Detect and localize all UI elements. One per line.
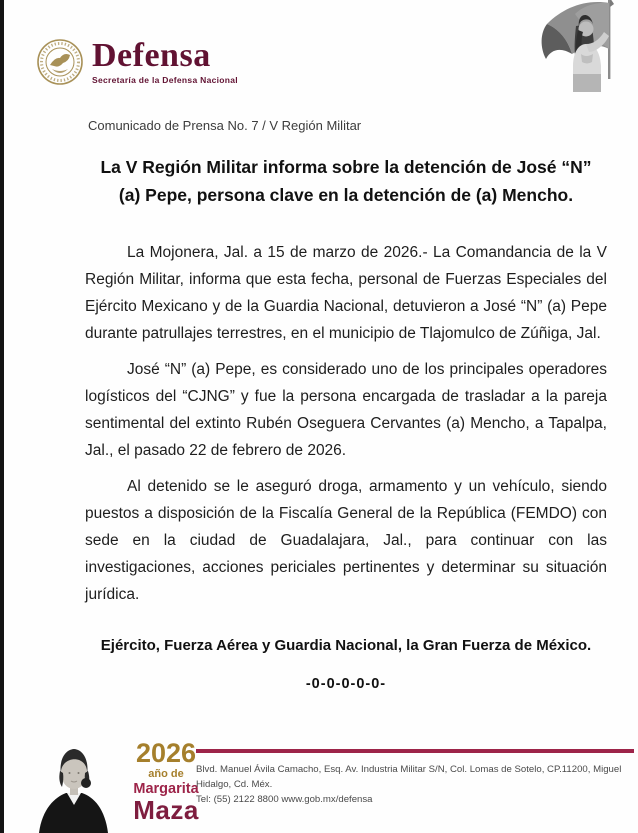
scan-edge-artifact	[0, 0, 4, 833]
title-line-1: La V Región Militar informa sobre la detención de José “N”	[100, 157, 592, 177]
emblem-first-name: Margarita	[133, 780, 199, 797]
paragraph-1: La Mojonera, Jal. a 15 de marzo de 2026.- La Comandancia de la V Región Militar, informa que esta fecha, personal de Fuerzas Especiales del Ejército Mexicano y de la Guardia Nacional, detuvieron a José “N” (a) Pepe durante patrullajes terrestres, en el municipio de Tlajomulco de Zúñiga, Jal.	[85, 244, 607, 342]
end-separator: -0-0-0-0-0-	[305, 676, 387, 692]
document-footer	[0, 731, 638, 833]
defensa-wordmark: Defensa	[92, 37, 211, 74]
woman-with-flag-icon	[537, 0, 632, 100]
emblem-year-label: año de	[148, 767, 184, 780]
document-body	[85, 239, 607, 692]
document-title	[85, 153, 607, 209]
brand-text	[92, 39, 238, 85]
eagle-seal-icon	[36, 38, 84, 86]
footer-contact-block	[196, 749, 634, 807]
press-release-number: Comunicado de Prensa No. 7 / V Región Militar	[88, 118, 362, 133]
document-header	[0, 0, 638, 100]
emblem-year: 2026	[135, 737, 197, 768]
paragraph-3: Al detenido se le aseguró droga, armamento y un vehículo, siendo puestos a disposición de la Fiscalía General de la República (FEMDO) con sede en la ciudad de Guadalajara, Jal., para continuar con las investigaciones, acciones periciales pertinentes y determinar su situación jurídica.	[85, 478, 607, 603]
closing-motto: Ejército, Fuerza Aérea y Guardia Nacional, la Gran Fuerza de México.	[100, 637, 592, 654]
footer-phone-web: Tel: (55) 2122 8800 www.gob.mx/defensa	[196, 794, 373, 805]
footer-address: Blvd. Manuel Ávila Camacho, Esq. Av. Industria Militar S/N, Col. Lomas de Sotelo, CP.11200, Miguel Hidalgo, Cd. Méx.	[196, 764, 622, 790]
paragraph-2: José “N” (a) Pepe, es considerado uno de los principales operadores logísticos del “CJNG” y fue la persona encargada de trasladar a la pareja sentimental del extinto Rubén Oseguera Cervantes (a) Mencho, a Tapalpa, Jal., el pasado 22 de febrero de 2026.	[85, 361, 607, 459]
title-line-2: (a) Pepe, persona clave en la detención de (a) Mencho.	[118, 185, 574, 205]
defensa-tagline: Secretaría de la Defensa Nacional	[92, 75, 238, 85]
footer-accent-rule	[196, 749, 634, 753]
margarita-maza-portrait-icon	[33, 737, 115, 833]
emblem-last-name: Maza	[133, 795, 199, 825]
